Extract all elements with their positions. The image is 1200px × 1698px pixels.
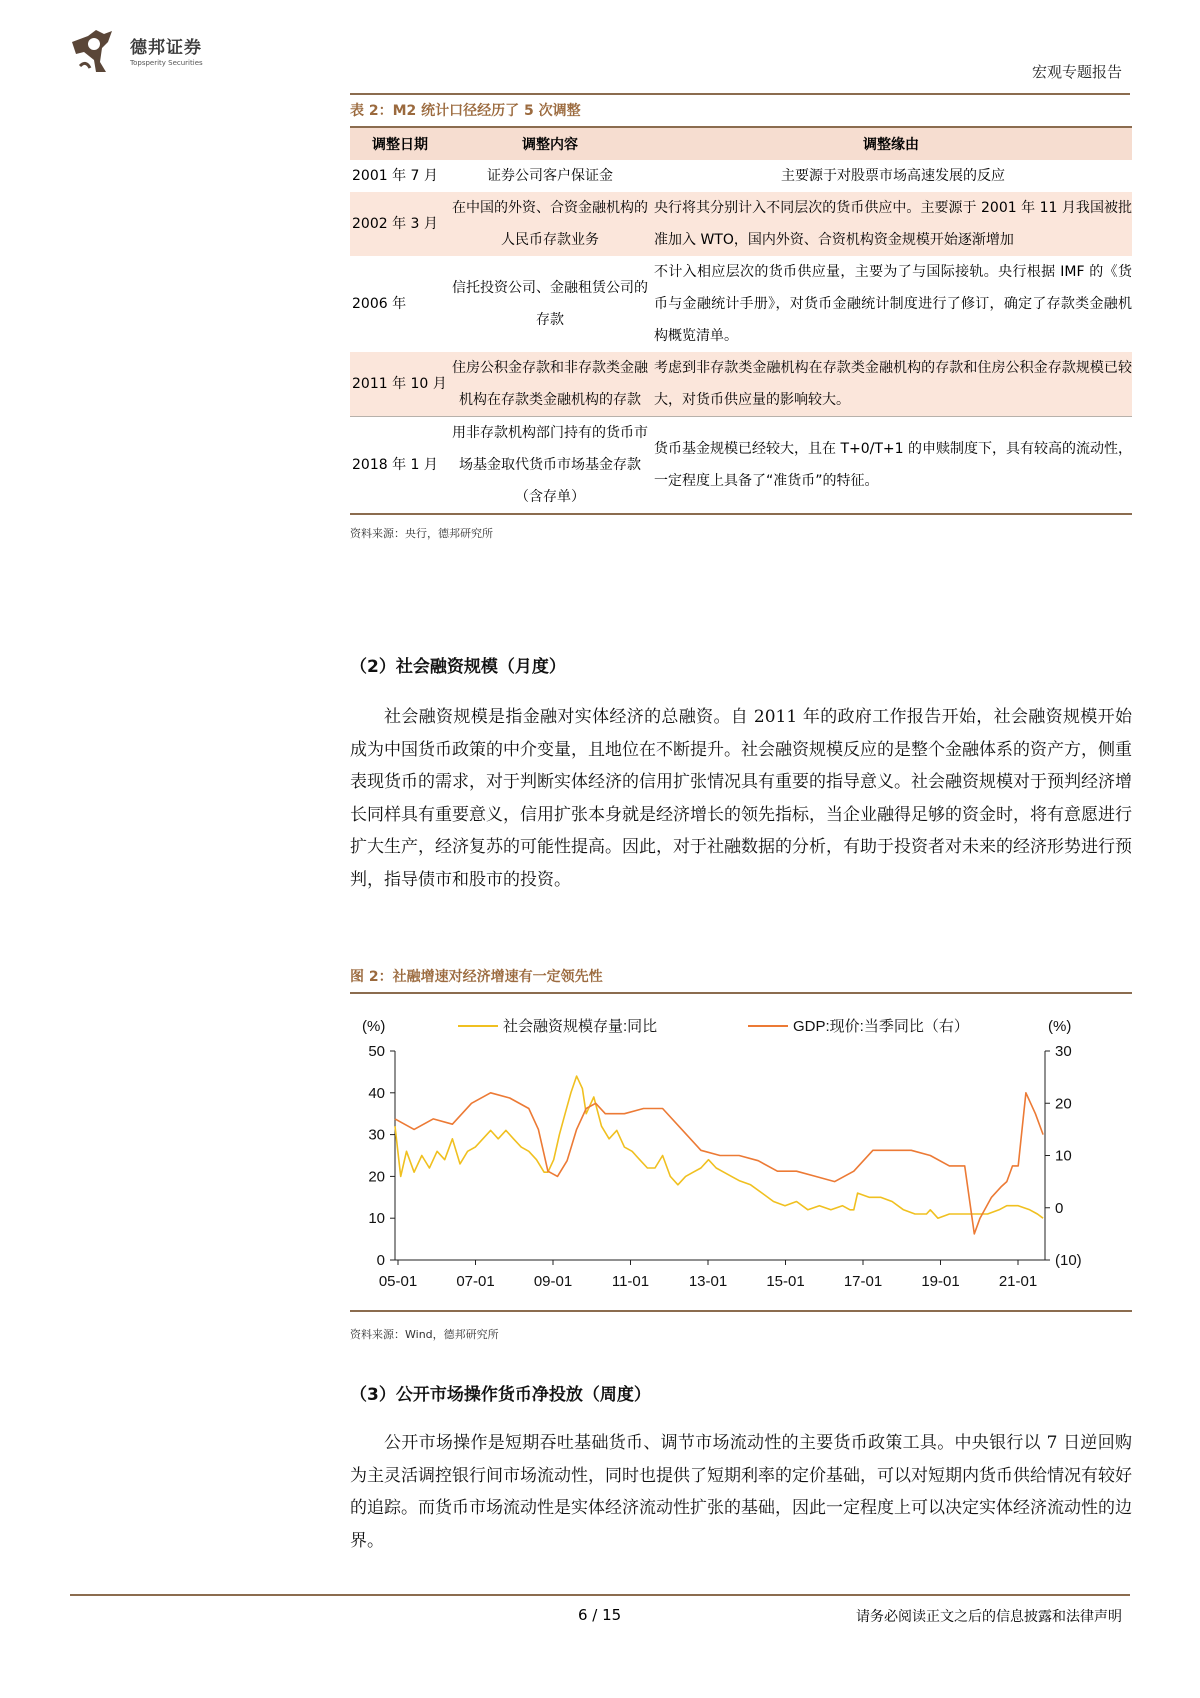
table-cell-reason: 不计入相应层次的货币供应量，主要为了与国际接轨。央行根据 IMF 的《货币与金融统计手册》，对货币金融统计制度进行了修订，确定了存款类金融机构概览清单。 — [654, 264, 1132, 344]
x-tick-label: 19-01 — [921, 1273, 960, 1290]
section-2-paragraph: 社会融资规模是指金融对实体经济的总融资。自 2011 年的政府工作报告开始，社会融资规模开始成为中国货币政策的中介变量，且地位在不断提升。社会融资规模反应的是整个金融体系的资产方，侧重表现货币的需求，对于判断实体经济的信用扩张情况具有重要的指导意义。社会融资规模对于预判经济增长同样具有重要意义，信用扩张本身就是经济增长的领先指标，当企业融得足够的资金时，将有意愿进行扩大生产，经济复苏的可能性提高。因此，对于社融数据的分析，有助于投资者对未来的经济形势进行预判，指导债市和股市的投资。 — [350, 707, 1132, 890]
right-tick-label: 0 — [1055, 1199, 1064, 1217]
left-tick-label: 20 — [368, 1168, 385, 1186]
x-tick-label: 21-01 — [998, 1273, 1038, 1290]
header-divider — [350, 93, 1130, 95]
x-tick-label: 07-01 — [456, 1273, 495, 1290]
table-cell-reason: 央行将其分别计入不同层次的货币供应中。主要源于 2001 年 11 月我国被批准加入 WTO，国内外资、合资机构资金规模开始逐渐增加 — [650, 192, 1132, 256]
x-tick-label: 13-01 — [688, 1273, 728, 1290]
table-cell-content: 用非存款机构部门持有的货币市场基金取代货币市场基金存款（含存单） — [450, 417, 650, 515]
x-tick-label: 09-01 — [533, 1273, 573, 1290]
table-cell-date: 2002 年 3 月 — [350, 192, 450, 256]
section-3-paragraph: 公开市场操作是短期吞吐基础货币、调节市场流动性的主要货币政策工具。中央银行以 7 日逆回购为主灵活调控银行间市场流动性，同时也提供了短期利率的定价基础，可以对短期内货币供给情况有较好的追踪。而货币市场流动性是实体经济流动性扩张的基础，因此一定程度上可以决定实体经济流动性的边界。 — [350, 1433, 1132, 1551]
figure-caption: 图 2：社融增速对经济增速有一定领先性 — [350, 969, 603, 985]
company-name: 德邦证券 — [130, 38, 202, 58]
x-tick-label: 11-01 — [611, 1273, 650, 1290]
footer-disclaimer: 请务必阅读正文之后的信息披露和法律声明 — [856, 1609, 1122, 1625]
m2-table-block — [350, 100, 1132, 541]
section-2 — [350, 652, 1132, 896]
right-unit-label: (%) — [1048, 1018, 1072, 1035]
x-tick-label: 15-01 — [766, 1273, 805, 1290]
report-type: 宏观专题报告 — [1031, 63, 1122, 81]
table-header-date: 调整日期 — [350, 128, 450, 160]
table-cell-content: 信托投资公司、金融租赁公司的存款 — [452, 280, 648, 328]
series-line-gdp — [395, 1093, 1043, 1234]
right-tick-label: 10 — [1055, 1147, 1072, 1165]
figure-2-block — [350, 966, 1132, 1342]
legend-label: GDP:现价:当季同比（右） — [793, 1018, 969, 1035]
section-2-title: （2）社会融资规模（月度） — [350, 657, 566, 677]
x-tick-label: 05-01 — [378, 1273, 418, 1290]
table-cell-date: 2011 年 10 月 — [350, 352, 450, 417]
table-header-reason: 调整缘由 — [650, 128, 1132, 160]
table-cell-date: 2006 年 — [352, 296, 407, 312]
company-logo-icon — [66, 22, 122, 78]
figure-source: 资料来源：Wind，德邦研究所 — [350, 1328, 499, 1341]
left-tick-label: 40 — [368, 1084, 385, 1102]
page-number: 6 / 15 — [578, 1606, 622, 1624]
series-line-social-financing — [395, 1076, 1043, 1218]
footer-divider — [70, 1594, 1130, 1596]
table-cell-date: 2018 年 1 月 — [350, 417, 450, 515]
section-3 — [350, 1380, 1132, 1557]
table-row — [350, 417, 1132, 515]
x-tick-label: 17-01 — [843, 1273, 883, 1290]
table-cell-content: 住房公积金存款和非存款类金融机构在存款类金融机构的存款 — [450, 352, 650, 417]
table-header-content: 调整内容 — [450, 128, 650, 160]
company-name-en: Topsperity Securities — [130, 59, 203, 67]
m2-table — [350, 128, 1132, 515]
table-cell-content: 在中国的外资、合资金融机构的人民币存款业务 — [450, 192, 650, 256]
table-row — [350, 352, 1132, 417]
legend-label: 社会融资规模存量:同比 — [503, 1018, 658, 1035]
table-row — [350, 160, 1132, 192]
table-source: 资料来源：央行，德邦研究所 — [350, 527, 493, 540]
section-3-title: （3）公开市场操作货币净投放（周度） — [350, 1385, 651, 1405]
left-unit-label: (%) — [362, 1018, 386, 1035]
table-row — [350, 256, 1132, 352]
right-tick-label: 20 — [1055, 1095, 1072, 1113]
left-tick-label: 30 — [368, 1126, 385, 1144]
table-cell-content: 证券公司客户保证金 — [487, 168, 613, 184]
company-logo — [66, 22, 203, 78]
table-row — [350, 192, 1132, 256]
table-cell-reason: 考虑到非存款类金融机构在存款类金融机构的存款和住房公积金存款规模已较大，对货币供应量的影响较大。 — [650, 352, 1132, 417]
right-tick-label: 30 — [1055, 1043, 1072, 1060]
social-financing-gdp-chart — [350, 994, 1132, 1312]
table-cell-reason: 货币基金规模已经较大，且在 T+0/T+1 的申赎制度下，具有较高的流动性，一定程度上具备了“准货币”的特征。 — [650, 417, 1132, 515]
right-tick-label: (10) — [1055, 1252, 1082, 1269]
left-tick-label: 10 — [368, 1210, 385, 1228]
left-tick-label: 0 — [376, 1252, 385, 1269]
table-cell-reason: 主要源于对股票市场高速发展的反应 — [781, 168, 1005, 184]
left-tick-label: 50 — [368, 1043, 385, 1060]
table-caption: 表 2：M2 统计口径经历了 5 次调整 — [350, 103, 581, 119]
table-cell-date: 2001 年 7 月 — [352, 168, 438, 184]
